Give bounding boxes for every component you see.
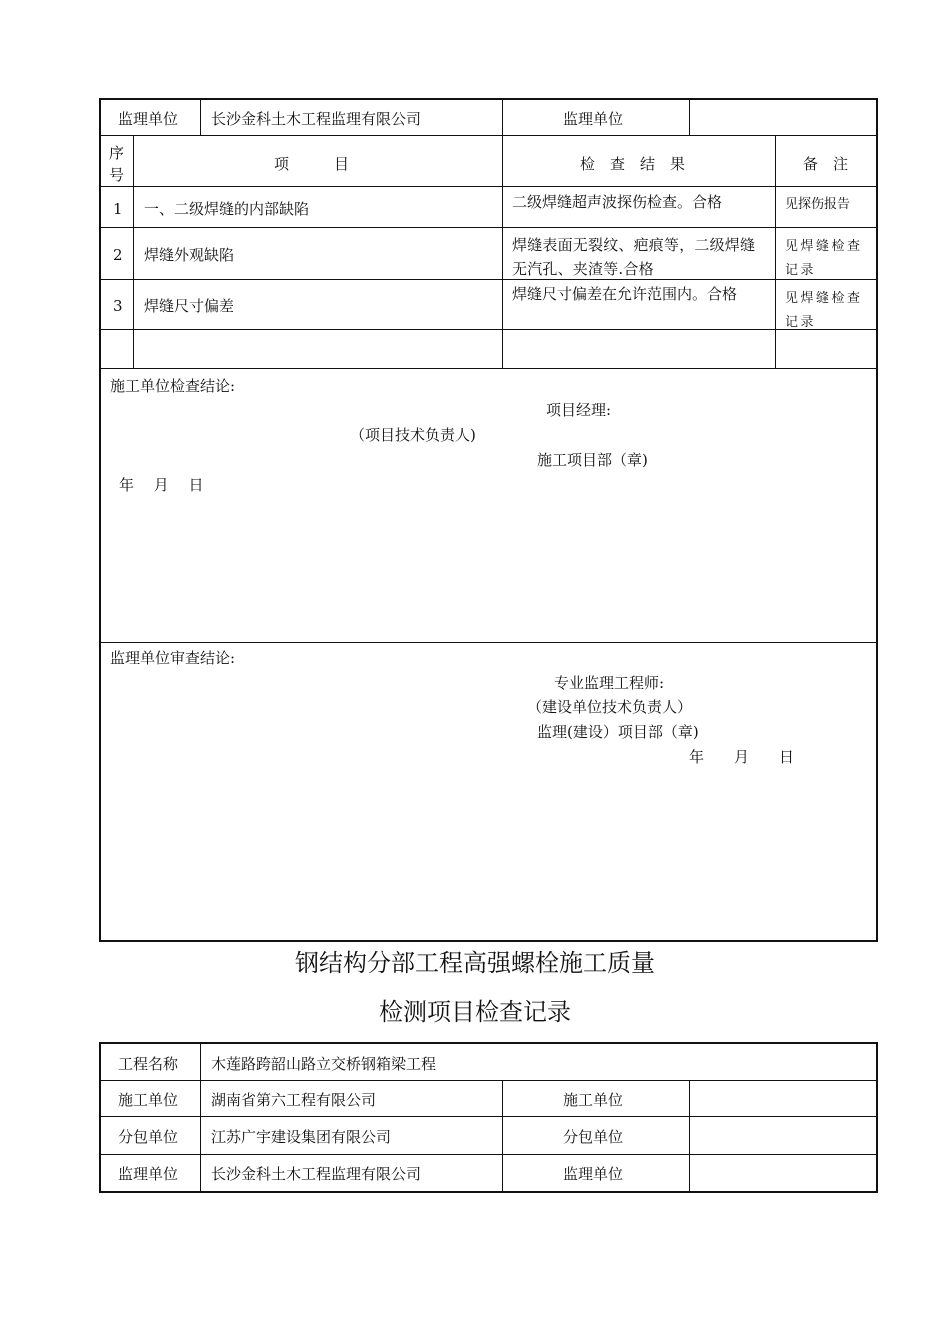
document-title-line-1: 钢结构分部工程高强螺栓施工质量	[295, 949, 655, 977]
subcontractor-label-2: 分包单位	[563, 1128, 624, 1146]
col-divider	[200, 98, 201, 135]
table-border	[876, 98, 878, 942]
row-3-seq: 3	[113, 297, 123, 315]
supervisor-label: 监理单位	[118, 110, 179, 128]
supervision-conclusion-label: 监理单位审查结论:	[110, 649, 236, 667]
owner-tech-lead-label: （建设单位技术负责人）	[527, 698, 693, 716]
table-border	[99, 98, 101, 942]
row-divider	[99, 368, 878, 369]
project-name-label: 工程名称	[118, 1055, 179, 1073]
row-2-item: 焊缝外观缺陷	[144, 246, 235, 264]
supervision-dept-stamp: 监理(建设）项目部（章)	[537, 723, 699, 741]
supervising-engineer-label: 专业监理工程师:	[554, 674, 665, 692]
row-1-remark: 见探伤报告	[785, 197, 851, 212]
row-divider	[99, 1154, 878, 1155]
col-divider	[133, 135, 134, 368]
row-divider	[99, 642, 878, 643]
table-border	[99, 940, 878, 942]
construction-unit-value: 湖南省第六工程有限公司	[211, 1091, 377, 1109]
column-header-item: 项 目	[274, 155, 350, 173]
table-border	[99, 1042, 101, 1193]
column-header-result: 检 查 结 果	[580, 155, 686, 173]
column-header-seq: 序号	[109, 144, 125, 184]
row-divider	[99, 329, 878, 330]
col-divider	[502, 98, 503, 368]
col-divider	[200, 1042, 201, 1193]
row-divider	[99, 1116, 878, 1117]
supervision-date: 年 月 日	[689, 748, 795, 766]
construction-dept-stamp: 施工项目部（章)	[537, 451, 648, 469]
table-border	[99, 1191, 878, 1193]
column-header-remark: 备 注	[803, 155, 849, 173]
col-divider	[689, 1080, 690, 1193]
row-3-item: 焊缝尺寸偏差	[144, 297, 235, 315]
construction-unit-label-2: 施工单位	[563, 1091, 624, 1109]
supervisor-value: 长沙金科土木工程监理有限公司	[211, 110, 422, 128]
subcontractor-value: 江苏广宇建设集团有限公司	[211, 1128, 392, 1146]
construction-unit-label: 施工单位	[118, 1091, 179, 1109]
project-name-value: 木莲路跨韶山路立交桥钢箱梁工程	[211, 1055, 437, 1073]
document-title-line-2: 检测项目检查记录	[379, 998, 571, 1026]
supervisor-unit-value: 长沙金科土木工程监理有限公司	[211, 1165, 422, 1183]
row-divider	[99, 1080, 878, 1081]
row-3-result: 焊缝尺寸偏差在允许范围内。合格	[512, 285, 738, 303]
table-border	[99, 1042, 878, 1044]
row-divider	[99, 135, 878, 136]
table-border	[99, 98, 878, 100]
tech-lead-label: （项目技术负责人)	[350, 426, 476, 444]
construction-date: 年 月 日	[119, 476, 204, 494]
supervisor-label-2: 监理单位	[563, 110, 624, 128]
row-3-remark: 见焊缝检查记录	[785, 291, 863, 330]
row-divider	[99, 186, 878, 187]
col-divider	[775, 135, 776, 368]
project-manager-label: 项目经理:	[546, 401, 612, 419]
row-2-result: 焊缝表面无裂纹、疤痕等，二级焊缝无汽孔、夹渣等.合格	[512, 236, 756, 278]
supervisor-unit-label-2: 监理单位	[563, 1165, 624, 1183]
row-1-seq: 1	[113, 200, 123, 218]
row-2-remark: 见焊缝检查记录	[785, 239, 863, 278]
subcontractor-label: 分包单位	[118, 1128, 179, 1146]
row-1-result: 二级焊缝超声波探伤检查。合格	[512, 193, 723, 211]
col-divider	[502, 1080, 503, 1193]
row-2-seq: 2	[113, 246, 123, 264]
construction-conclusion-label: 施工单位检查结论:	[110, 377, 236, 395]
row-1-item: 一、二级焊缝的内部缺陷	[144, 200, 310, 218]
col-divider	[689, 98, 690, 135]
table-border	[876, 1042, 878, 1193]
supervisor-unit-label: 监理单位	[118, 1165, 179, 1183]
row-divider	[99, 227, 878, 228]
